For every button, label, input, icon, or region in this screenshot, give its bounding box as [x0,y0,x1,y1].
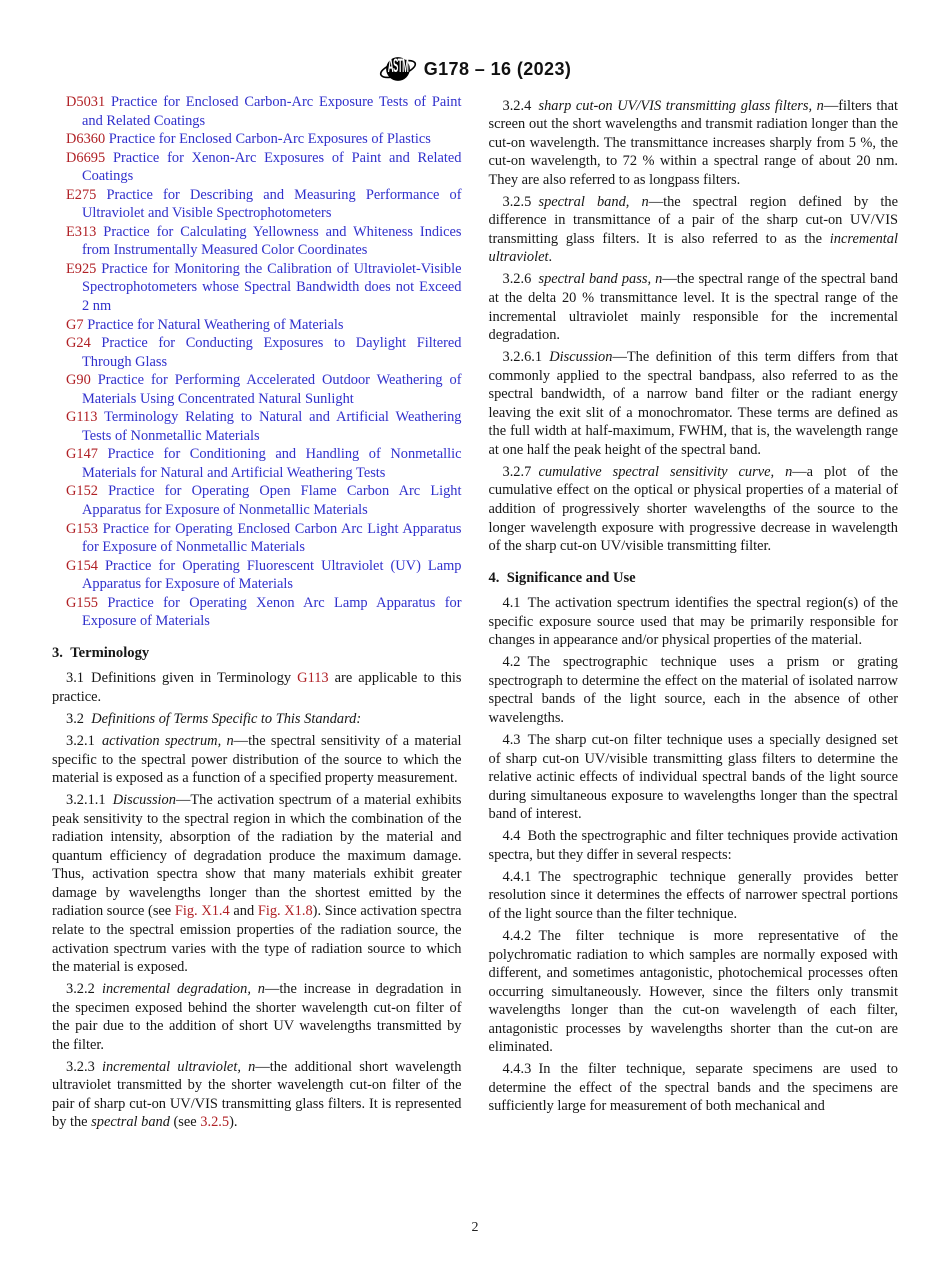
text-run: 3. Terminology [52,644,150,661]
reference-item[interactable] [66,223,462,260]
text-run: 3.2.3 [66,1058,102,1075]
standard-designation: G178 – 16 (2023) [423,58,572,79]
right-column [489,93,899,1132]
paragraph [489,193,899,267]
text-run: 3.2 [66,711,92,727]
reference-title: Practice for Xenon-Arc Exposures of Paint and Related Coatings [82,149,462,185]
text-run: 4.3 The sharp cut-on filter technique uses a specially designed set of sharp cut-on UV/visible transmitting glass filters to determine the relative actinic effects of individual spectral bands of the light source during simultaneous exposure to wavelengths longer than the spectral band of interest. [488,732,898,823]
reference-title: Terminology Relating to Natural and Artificial Weathering Tests of Nonmetallic Materials [82,409,462,444]
text-run: —The definition of this term differs from that commonly applied to the spectral bandpass, also referred to as the spectral bandwidth, of a narrow band filter or the radiant energy leaving the exit slit of a monochromator. These terms are defined as the full width at half-maximum, FWHM, that is, the wavelength range at one half the peak height of the spectral band. [488,349,898,458]
section-heading [489,569,899,588]
text-run: 3.2.2 [66,981,102,998]
reference-title: Practice for Conditioning and Handling of Nonmetallic Materials for Natural and Artificial Weathering Tests [82,446,462,481]
text-run: —the additional short wavelength ultraviolet transmitted by the shorter wavelength cut-on filter of the pair of sharp cut-on UV/VIS transmitting glass filters. It is represented by the [52,1058,462,1131]
text-run: —filters that screen out the short wavelengths and transmit radiation longer than the cut-on wavelength. The transmittance increases sharply from 5 %, the cut-on wavelength, to 72 % within a spectral range of about 20 nm. They are also referred to as longpass filters. [488,97,898,188]
astm-logo-icon [379,50,417,88]
term-run: spectral band [91,1114,170,1131]
paragraph [489,868,899,924]
text-run: 3.2.6.1 [502,349,550,366]
term-run: Discussion [112,792,176,809]
section-heading [52,644,462,663]
text-run: —the spectral sensitivity of a material specific to the spectral power distribution of the source to which the material is exposed as a function of a specified property measurement. [52,733,462,787]
text-run: 3.2.4 [502,97,539,114]
reference-code-link[interactable]: D6695 [66,149,106,166]
paragraph [52,710,462,729]
term-run: Discussion [549,349,613,366]
text-run: 3.2.1.1 [66,792,113,809]
reference-item[interactable] [66,594,462,631]
paragraph [489,731,899,824]
reference-item[interactable] [66,520,462,557]
text-run: ). Since activation spectra relate to the spectral emission properties of the radiation source, the activation spectrum varies with the type of radiation source to which the material is exposed. [52,903,462,976]
page-header [0,50,950,88]
paragraph [489,463,899,556]
paragraph [52,791,462,976]
paragraph [489,927,899,1057]
reference-code-link[interactable]: E313 [66,223,97,240]
term-run: activation spectrum, n [101,733,234,750]
reference-item[interactable] [66,371,462,408]
two-column-body [52,93,898,1132]
reference-code-link[interactable]: G24 [66,335,91,352]
text-run: 4.4.2 The filter technique is more representative of the polychromatic radiation to which samples are normally exposed with different, and sometimes antagonistic, photochemical processes often occurring simultaneously. However, since the filters only transmit wavelengths longer than the cut-on wavelength of each filter, antagonistic processes by wavelengths shorter than the cut-on are eliminated. [488,927,898,1056]
left-column-sections [52,644,462,1132]
reference-title: Practice for Enclosed Carbon-Arc Exposures of Plastics [105,131,431,148]
reference-item[interactable] [66,316,462,335]
cross-reference-link[interactable]: 3.2.5 [200,1114,230,1131]
text-run: . [548,249,553,266]
text-run: 3.2.7 [502,463,539,480]
reference-item[interactable] [66,186,462,223]
page-number: 2 [471,1220,479,1235]
text-run: 3.2.5 [502,193,539,210]
reference-code-link[interactable]: G113 [66,409,98,426]
term-run: incremental degradation, n [101,981,265,998]
reference-item[interactable] [66,445,462,482]
reference-title: Practice for Calculating Yellowness and Whiteness Indices from Instrumentally Measured Color Coordinates [82,223,462,259]
reference-code-link[interactable]: G147 [66,446,98,463]
text-run: 3.2.6 [502,271,539,288]
paragraph [489,594,899,650]
text-run: (see [169,1114,201,1131]
paragraph [489,348,899,459]
text-run: —the spectral range of the spectral band at the delta 20 % transmittance level. It is the spectral range of the incremental ultraviolet mainly responsible for the incremental degradation. [488,271,898,344]
reference-code-link[interactable]: D5031 [66,94,106,110]
astm-logo-text: ASTM [387,56,409,78]
text-run: 4.4.1 The spectrographic technique generally provides better resolution since it determines the effects of narrower spectral portions of the light source than the filter technique. [488,868,898,922]
text-run: 3.1 Definitions given in Terminology [66,670,298,687]
cross-reference-link[interactable]: Fig. X1.8 [257,903,313,920]
reference-code-link[interactable]: G153 [66,520,98,537]
paragraph [52,980,462,1054]
text-run: —a plot of the cumulative effect on the optical or physical properties of a material of addition of progressively shorter wavelengths of the source to the longer wavelength exposure with progressive decrease in wavelength of the sharp cut-on UV/visible transmitting filter. [488,463,899,555]
paragraph [52,1058,462,1132]
reference-item[interactable] [66,557,462,594]
reference-item[interactable] [66,130,462,149]
paragraph [489,653,899,727]
reference-item[interactable] [66,334,462,371]
text-run: 4.1 The activation spectrum identifies the spectral region(s) of the specific exposure source used that may be primarily responsible for changes in appearance and/or physical properties of the material. [488,595,898,649]
reference-title: Practice for Natural Weathering of Materials [83,316,344,333]
text-run: and [229,903,258,920]
references-list [52,93,462,631]
cross-reference-link[interactable]: G113 [297,670,329,687]
paragraph [489,270,899,344]
paragraph [489,1060,899,1116]
text-run: are applicable to this practice. [52,670,462,705]
reference-item[interactable] [66,408,462,445]
cross-reference-link[interactable]: Fig. X1.4 [174,903,230,920]
reference-title: Practice for Monitoring the Calibration of Ultraviolet-Visible Spectrophotometers whose Spectral Bandwidth does not Exceed 2 nm [82,260,462,315]
term-run: cumulative spectral sensitivity curve, n [538,463,793,480]
text-run: —the increase in degradation in the specimen exposed behind the shorter wavelength cut-on filter of the pair due to the addition of short UV wavelengths transmitted by the filter. [52,981,462,1053]
reference-item[interactable] [66,93,462,130]
term-run: spectral band, n [538,193,649,210]
left-column [52,93,462,1132]
reference-code-link[interactable]: E925 [66,260,97,277]
text-run: 4.2 The spectrographic technique uses a prism or grating spectrograph to determine the effect on the material of isolated narrow spectral bands of the light source, each in the absence of other wavelengths. [488,654,898,726]
term-run: sharp cut-on UV/VIS transmitting glass filters, n [538,97,824,114]
reference-code-link[interactable]: G90 [66,372,91,389]
term-run: Definitions of Terms Specific to This Standard: [91,711,362,727]
reference-title: Practice for Describing and Measuring Performance of Ultraviolet and Visible Spectrophotometers [82,186,462,222]
text-run: —the spectral region defined by the difference in transmittance of a pair of the sharp cut-on UV/VIS transmitting glass filters. It is also referred to as the [488,193,898,247]
reference-title: Practice for Operating Xenon Arc Lamp Apparatus for Exposure of Materials [82,594,462,630]
reference-title: Practice for Enclosed Carbon-Arc Exposure Tests of Paint and Related Coatings [82,94,462,129]
term-run: incremental ultraviolet [488,230,898,266]
reference-code-link[interactable]: G155 [66,594,98,611]
paragraph [489,827,899,864]
reference-title: Practice for Operating Open Flame Carbon Arc Light Apparatus for Exposure of Nonmetallic Materials [82,483,462,519]
reference-item[interactable] [66,149,462,186]
text-run: ). [229,1114,238,1131]
reference-title: Practice for Operating Fluorescent Ultraviolet (UV) Lamp Apparatus for Exposure of Materials [82,557,462,593]
reference-item[interactable] [66,482,462,519]
right-column-sections [489,97,899,1116]
reference-title: Practice for Performing Accelerated Outdoor Weathering of Materials Using Concentrated Natural Sunlight [82,372,462,407]
reference-code-link[interactable]: D6360 [66,131,106,148]
reference-code-link[interactable]: G7 [66,316,84,333]
term-run: incremental ultraviolet, n [101,1058,256,1075]
paragraph [52,669,462,706]
reference-code-link[interactable]: G154 [66,557,98,574]
text-run: 3.2.1 [66,733,102,750]
text-run: 4.4 Both the spectrographic and filter techniques provide activation spectra, but they differ in several respects: [488,828,898,863]
reference-code-link[interactable]: E275 [66,186,97,203]
reference-code-link[interactable]: G152 [66,483,98,500]
paragraph [489,97,899,190]
reference-title: Practice for Conducting Exposures to Daylight Filtered Through Glass [82,335,462,370]
text-run: —The activation spectrum of a material exhibits peak sensitivity to the spectral region in which the combination of the radiation intensity, absorption of the radiation by the material and quantum efficiency of degradation produce the maximum damage. Thus, activation spectra show that many materials exhibit greater damage by wavelengths longer than the shortest emitted by the radiation source (see [52,792,462,920]
reference-item[interactable] [66,260,462,316]
term-run: spectral band pass, n [538,271,663,288]
paragraph [52,732,462,788]
text-run: 4.4.3 In the filter technique, separate specimens are used to determine the effect of the spectral bands and the specimens are sufficiently large for measurement of both mechanical and [488,1061,898,1115]
reference-title: Practice for Operating Enclosed Carbon Arc Light Apparatus for Exposure of Nonmetallic Materials [82,520,462,556]
text-run: 4. Significance and Use [488,569,636,586]
